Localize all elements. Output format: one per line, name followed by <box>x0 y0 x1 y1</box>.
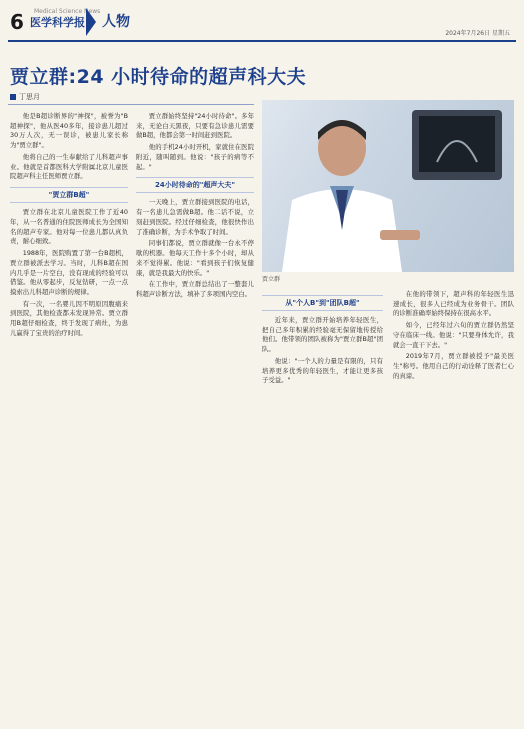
title-rule <box>8 104 254 105</box>
section-label: 人物 <box>102 14 130 30</box>
section-arrow-icon <box>86 8 96 36</box>
page-header <box>0 0 524 44</box>
paragraph: 有一次，一名婴儿因不明原因腹痛来到医院，其他检查都未发现异常。贾立群用B超仔细检查，终于发现了病灶，为患儿赢得了宝贵的治疗时间。 <box>10 299 128 337</box>
paragraph: 他说："一个人的力量是有限的，只有培养更多优秀的年轻医生，才能让更多孩子受益。" <box>262 356 383 385</box>
photo-caption: 贾立群 <box>262 276 281 283</box>
issue-date: 2024年7月26日 星期五 <box>445 30 510 37</box>
portrait-photo <box>262 100 514 272</box>
paragraph: 近年来，贾立群开始培养年轻医生，把自己多年积累的经验毫无保留地传授给他们。他带领的团队被称为"贾立群B超"团队。 <box>262 316 383 354</box>
brand-logo: 医学科学报 <box>30 16 85 29</box>
paragraph: 他是B超诊断界的"神探"，被誉为"B超神探"，他从医40多年，接诊患儿超过30万人次，无一误诊，被患儿家长称为"贾立群"。 <box>10 112 128 150</box>
portrait-illustration <box>262 100 514 272</box>
subhead-1: "贾立群B超" <box>10 187 128 203</box>
paragraph: 在他的带领下，超声科的年轻医生迅速成长，很多人已经成为业务骨干。团队的诊断准确率始终保持在很高水平。 <box>393 290 514 318</box>
page-number: 6 <box>10 10 24 34</box>
subhead-2: 24小时待命的"超声大夫" <box>136 177 254 193</box>
header-rule <box>8 40 516 42</box>
paragraph: 如今，已经年过六旬的贾立群仍然坚守在临床一线。他说："只要身体允许，我就会一直干下去。" <box>393 321 514 349</box>
paragraph: 贾立群在北京儿童医院工作了近40年，从一名普通的住院医师成长为全国知名的超声专家。他对每一位患儿都认真负责，耐心细致。 <box>10 208 128 246</box>
brand-english: Medical Science News <box>34 8 101 15</box>
paragraph: 1988年，医院购置了第一台B超机，贾立群被派去学习。当时，儿科B超在国内几乎是一片空白，没有现成的经验可以借鉴。他从零起步，反复钻研，一点一点摸索出儿科超声诊断的规律。 <box>10 249 128 297</box>
paragraph: 贾立群始终坚持"24小时待命"。多年来，无论白天黑夜，只要有急诊患儿需要做B超，他都会第一时间赶到医院。 <box>136 112 254 140</box>
paragraph: 在工作中，贾立群总结出了一整套儿科超声诊断方法，填补了多项国内空白。 <box>136 280 254 299</box>
paragraph: 同事们都说，贾立群就像一台永不停歇的机器。他每天工作十多个小时，却从来不觉得累。他说："看到孩子们恢复健康，就是我最大的快乐。" <box>136 239 254 277</box>
author-name: 丁思月 <box>19 93 40 101</box>
column-2 <box>136 112 254 302</box>
paragraph: 一天晚上，贾立群接到医院的电话，有一名患儿急需做B超。他二话不说，立刻赶到医院。经过仔细检查，他很快作出了准确诊断，为手术争取了时间。 <box>136 198 254 236</box>
column-1 <box>10 112 128 341</box>
article-author <box>10 92 40 102</box>
column-3 <box>262 290 514 386</box>
paragraph: 他的手机24小时开机，家就住在医院附近，随叫随到。他说："孩子的病等不起。" <box>136 143 254 171</box>
article-title: 贾立群:24 小时待命的超声科大夫 <box>10 66 307 88</box>
paragraph: 2019年7月，贾立群被授予"最美医生"称号。他用自己的行动诠释了医者仁心的真谛。 <box>393 352 514 380</box>
author-icon <box>10 94 16 100</box>
paragraph: 他将自己的一生奉献给了儿科超声事业。他就是首都医科大学附属北京儿童医院超声科主任医师贾立群。 <box>10 152 128 181</box>
subhead-3: 从"个人B"到"团队B超" <box>262 295 383 311</box>
